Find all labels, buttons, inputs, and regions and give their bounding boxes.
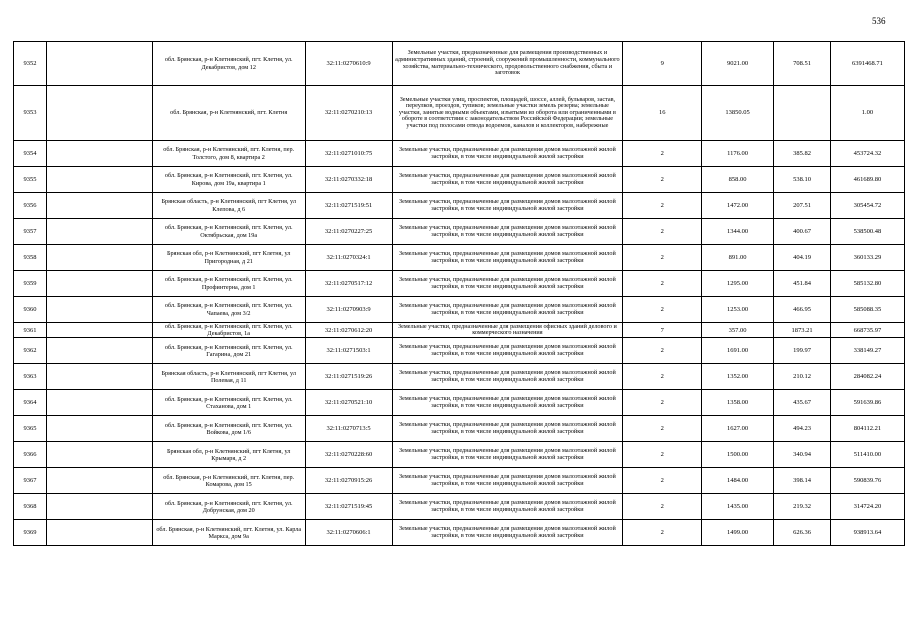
land-use-cell: Земельные участки, предназначенные для размещения офисных зданий делового и коммерческого назначения <box>392 323 623 338</box>
group-cell: 2 <box>623 494 702 520</box>
table-row <box>14 520 905 546</box>
row-number: 9357 <box>14 219 47 245</box>
rate-cell: 400.67 <box>774 219 831 245</box>
area-cell: 1472.00 <box>702 193 774 219</box>
cadastral-value-cell: 938913.64 <box>830 520 904 546</box>
cadastral-number-cell: 32:11:0270610:9 <box>305 42 392 86</box>
table-row <box>14 141 905 167</box>
group-cell: 9 <box>623 42 702 86</box>
address-cell: обл. Брянская, р-н Клетнянский, пгт. Клетня, ул. Карла Маркса, дом 9а <box>152 520 305 546</box>
cadastral-number-cell: 32:11:0270324:1 <box>305 245 392 271</box>
address-cell: обл. Брянская, р-н Клетнянский, пгт. Клетня, ул. Гагарина, дом 21 <box>152 338 305 364</box>
address-cell: обл. Брянская, р-н Клетнянский, пгт. Клетня, ул. Войкова, дом 1/6 <box>152 416 305 442</box>
row-number: 9368 <box>14 494 47 520</box>
area-cell: 9021.00 <box>702 42 774 86</box>
land-use-cell: Земельные участки, предназначенные для размещения домов малоэтажной жилой застройки, в том числе индивидуальной жилой застройки <box>392 338 623 364</box>
rate-cell: 340.94 <box>774 442 831 468</box>
area-cell: 1253.00 <box>702 297 774 323</box>
address-cell: обл. Брянская, р-н Клетнянский, пгт. Клетня, ул. Профинтерна, дом 1 <box>152 271 305 297</box>
area-cell: 891.00 <box>702 245 774 271</box>
row-number: 9353 <box>14 86 47 141</box>
address-cell: обл. Брянская, р-н Клетнянский, пгт. Клетня, ул. Декабристов, дом 12 <box>152 42 305 86</box>
cadastral-value-cell: 511410.00 <box>830 442 904 468</box>
rate-cell: 626.36 <box>774 520 831 546</box>
cadastral-value-cell: 461689.80 <box>830 167 904 193</box>
rate-cell: 1873.21 <box>774 323 831 338</box>
group-cell: 2 <box>623 338 702 364</box>
land-use-cell: Земельные участки, предназначенные для размещения домов малоэтажной жилой застройки, в том числе индивидуальной жилой застройки <box>392 390 623 416</box>
rate-cell: 435.67 <box>774 390 831 416</box>
address-cell: Брянская обл, р-н Клетнянский, пгт Клетня, ул Крымаря, д 2 <box>152 442 305 468</box>
address-cell: Брянская область, р-н Клетнянский, пгт Клетня, ул Полевая, д 11 <box>152 364 305 390</box>
group-cell: 2 <box>623 193 702 219</box>
rate-cell: 219.32 <box>774 494 831 520</box>
group-cell: 2 <box>623 167 702 193</box>
cadastral-number-cell: 32:11:0270915:26 <box>305 468 392 494</box>
row-number: 9367 <box>14 468 47 494</box>
spacer-cell <box>46 442 152 468</box>
address-cell: обл. Брянская, р-н Клетнянский, пгт. Клетня, ул. Декабристов, 1а <box>152 323 305 338</box>
cadastral-number-cell: 32:11:0270210:13 <box>305 86 392 141</box>
land-use-cell: Земельные участки, предназначенные для размещения домов малоэтажной жилой застройки, в том числе индивидуальной жилой застройки <box>392 364 623 390</box>
table-row <box>14 297 905 323</box>
group-cell: 2 <box>623 219 702 245</box>
land-use-cell: Земельные участки, предназначенные для размещения домов малоэтажной жилой застройки, в том числе индивидуальной жилой застройки <box>392 494 623 520</box>
rate-cell: 538.10 <box>774 167 831 193</box>
spacer-cell <box>46 245 152 271</box>
address-cell: обл. Брянская, р-н Клетнянский, пгт. Клетня, пер. Толстого, дом 8, квартира 2 <box>152 141 305 167</box>
land-use-cell: Земельные участки, предназначенные для размещения домов малоэтажной жилой застройки, в том числе индивидуальной жилой застройки <box>392 245 623 271</box>
table-row <box>14 364 905 390</box>
group-cell: 2 <box>623 520 702 546</box>
spacer-cell <box>46 416 152 442</box>
table-row <box>14 494 905 520</box>
address-cell: обл. Брянская, р-н Клетнянский, пгт. Клетня, ул. Кирова, дом 19а, квартира 1 <box>152 167 305 193</box>
cadastral-value-cell: 804112.21 <box>830 416 904 442</box>
group-cell: 2 <box>623 271 702 297</box>
spacer-cell <box>46 494 152 520</box>
land-use-cell: Земельные участки, предназначенные для размещения домов малоэтажной жилой застройки, в том числе индивидуальной жилой застройки <box>392 416 623 442</box>
cadastral-value-cell: 585132.80 <box>830 271 904 297</box>
cadastral-number-cell: 32:11:0271010:75 <box>305 141 392 167</box>
land-use-cell: Земельные участки, предназначенные для размещения производственных и административных зданий, строений, сооружений промышленности, коммунального хозяйства, материально-технического, продовольственного снабжения, сбыта и заготовок <box>392 42 623 86</box>
page-number: 536 <box>872 16 886 26</box>
row-number: 9363 <box>14 364 47 390</box>
row-number: 9352 <box>14 42 47 86</box>
group-cell: 7 <box>623 323 702 338</box>
table-row <box>14 271 905 297</box>
cadastral-value-cell: 538500.48 <box>830 219 904 245</box>
spacer-cell <box>46 86 152 141</box>
land-use-cell: Земельные участки, предназначенные для размещения домов малоэтажной жилой застройки, в том числе индивидуальной жилой застройки <box>392 167 623 193</box>
rate-cell: 207.51 <box>774 193 831 219</box>
address-cell: Брянская область, р-н Клетнянский, пгт Клетня, ул Клепова, д 6 <box>152 193 305 219</box>
cadastral-number-cell: 32:11:0271519:45 <box>305 494 392 520</box>
area-cell: 13850.05 <box>702 86 774 141</box>
row-number: 9364 <box>14 390 47 416</box>
table-row <box>14 338 905 364</box>
cadastral-value-cell: 1.00 <box>830 86 904 141</box>
land-use-cell: Земельные участки, предназначенные для размещения домов малоэтажной жилой застройки, в том числе индивидуальной жилой застройки <box>392 468 623 494</box>
row-number: 9362 <box>14 338 47 364</box>
group-cell: 2 <box>623 468 702 494</box>
cadastral-value-cell: 305454.72 <box>830 193 904 219</box>
table-row <box>14 468 905 494</box>
row-number: 9360 <box>14 297 47 323</box>
area-cell: 1344.00 <box>702 219 774 245</box>
cadastral-number-cell: 32:11:0270612:20 <box>305 323 392 338</box>
land-parcels-table <box>13 41 905 546</box>
row-number: 9359 <box>14 271 47 297</box>
cadastral-value-cell: 338149.27 <box>830 338 904 364</box>
row-number: 9365 <box>14 416 47 442</box>
cadastral-value-cell: 591639.86 <box>830 390 904 416</box>
area-cell: 1691.00 <box>702 338 774 364</box>
cadastral-number-cell: 32:11:0271519:51 <box>305 193 392 219</box>
land-use-cell: Земельные участки, предназначенные для размещения домов малоэтажной жилой застройки, в том числе индивидуальной жилой застройки <box>392 219 623 245</box>
cadastral-value-cell: 668735.97 <box>830 323 904 338</box>
table-row <box>14 323 905 338</box>
row-number: 9355 <box>14 167 47 193</box>
rate-cell <box>774 86 831 141</box>
rate-cell: 385.82 <box>774 141 831 167</box>
rate-cell: 210.12 <box>774 364 831 390</box>
row-number: 9361 <box>14 323 47 338</box>
table-row <box>14 86 905 141</box>
rate-cell: 708.51 <box>774 42 831 86</box>
address-cell: обл. Брянская, р-н Клетнянский, пгт. Клетня, ул. Чапаева, дом 3/2 <box>152 297 305 323</box>
cadastral-number-cell: 32:11:0271519:26 <box>305 364 392 390</box>
group-cell: 2 <box>623 245 702 271</box>
row-number: 9369 <box>14 520 47 546</box>
group-cell: 2 <box>623 442 702 468</box>
table-row <box>14 219 905 245</box>
rate-cell: 404.19 <box>774 245 831 271</box>
cadastral-value-cell: 360133.29 <box>830 245 904 271</box>
spacer-cell <box>46 167 152 193</box>
address-cell: обл. Брянская, р-н Клетнянский, пгт. Клетня <box>152 86 305 141</box>
area-cell: 1352.00 <box>702 364 774 390</box>
row-number: 9354 <box>14 141 47 167</box>
rate-cell: 494.23 <box>774 416 831 442</box>
rate-cell: 451.84 <box>774 271 831 297</box>
land-use-cell: Земельные участки, предназначенные для размещения домов малоэтажной жилой застройки, в том числе индивидуальной жилой застройки <box>392 297 623 323</box>
address-cell: обл. Брянская, р-н Клетнянский, пгт. Клетня, ул. Стаханова, дом 1 <box>152 390 305 416</box>
area-cell: 1499.00 <box>702 520 774 546</box>
area-cell: 357.00 <box>702 323 774 338</box>
land-use-cell: Земельные участки улиц, проспектов, площадей, шоссе, аллей, бульваров, застав, переулков, проездов, тупиков; земельные участки земель резерва; земельные участки, занятые водными объектами, изъятыми из оборота или ограниченными в обороте в соответствии с законодательством Российской Федерации; земельные участки под полосами отвода водоемов, каналов и коллекторов, набережные <box>392 86 623 141</box>
spacer-cell <box>46 141 152 167</box>
group-cell: 2 <box>623 390 702 416</box>
area-cell: 1435.00 <box>702 494 774 520</box>
rate-cell: 199.97 <box>774 338 831 364</box>
spacer-cell <box>46 338 152 364</box>
area-cell: 1627.00 <box>702 416 774 442</box>
table-row <box>14 167 905 193</box>
cadastral-value-cell: 6391468.71 <box>830 42 904 86</box>
row-number: 9356 <box>14 193 47 219</box>
spacer-cell <box>46 468 152 494</box>
land-use-cell: Земельные участки, предназначенные для размещения домов малоэтажной жилой застройки, в том числе индивидуальной жилой застройки <box>392 193 623 219</box>
cadastral-number-cell: 32:11:0271503:1 <box>305 338 392 364</box>
cadastral-number-cell: 32:11:0270332:18 <box>305 167 392 193</box>
spacer-cell <box>46 520 152 546</box>
group-cell: 2 <box>623 416 702 442</box>
spacer-cell <box>46 390 152 416</box>
row-number: 9366 <box>14 442 47 468</box>
rate-cell: 398.14 <box>774 468 831 494</box>
cadastral-number-cell: 32:11:0270521:10 <box>305 390 392 416</box>
address-cell: обл. Брянская, р-н Клетнянский, пгт. Клетня, ул. Октябрьская, дом 19а <box>152 219 305 245</box>
group-cell: 2 <box>623 364 702 390</box>
spacer-cell <box>46 271 152 297</box>
group-cell: 16 <box>623 86 702 141</box>
spacer-cell <box>46 193 152 219</box>
area-cell: 1295.00 <box>702 271 774 297</box>
cadastral-value-cell: 314724.20 <box>830 494 904 520</box>
cadastral-number-cell: 32:11:0270227:25 <box>305 219 392 245</box>
row-number: 9358 <box>14 245 47 271</box>
cadastral-number-cell: 32:11:0270228:60 <box>305 442 392 468</box>
cadastral-value-cell: 590839.76 <box>830 468 904 494</box>
cadastral-number-cell: 32:11:0270903:9 <box>305 297 392 323</box>
table-row <box>14 416 905 442</box>
table-row <box>14 442 905 468</box>
table-row <box>14 193 905 219</box>
area-cell: 1358.00 <box>702 390 774 416</box>
spacer-cell <box>46 364 152 390</box>
area-cell: 1176.00 <box>702 141 774 167</box>
spacer-cell <box>46 297 152 323</box>
cadastral-number-cell: 32:11:0270713:5 <box>305 416 392 442</box>
land-use-cell: Земельные участки, предназначенные для размещения домов малоэтажной жилой застройки, в том числе индивидуальной жилой застройки <box>392 271 623 297</box>
cadastral-number-cell: 32:11:0270517:12 <box>305 271 392 297</box>
table-row <box>14 245 905 271</box>
address-cell: обл. Брянская, р-н Клетнянский, пгт. Клетня, пер. Комарова, дом 15 <box>152 468 305 494</box>
area-cell: 1484.00 <box>702 468 774 494</box>
spacer-cell <box>46 42 152 86</box>
table-row <box>14 390 905 416</box>
area-cell: 858.00 <box>702 167 774 193</box>
cadastral-value-cell: 453724.32 <box>830 141 904 167</box>
land-use-cell: Земельные участки, предназначенные для размещения домов малоэтажной жилой застройки, в том числе индивидуальной жилой застройки <box>392 520 623 546</box>
cadastral-number-cell: 32:11:0270606:1 <box>305 520 392 546</box>
address-cell: обл. Брянская, р-н Клетнянский, пгт. Клетня, ул. Добрунская, дом 20 <box>152 494 305 520</box>
land-use-cell: Земельные участки, предназначенные для размещения домов малоэтажной жилой застройки, в том числе индивидуальной жилой застройки <box>392 141 623 167</box>
cadastral-value-cell: 585088.35 <box>830 297 904 323</box>
cadastral-value-cell: 284082.24 <box>830 364 904 390</box>
table-row <box>14 42 905 86</box>
address-cell: Брянская обл, р-н Клетнянский, пгт Клетня, ул Пригородная, д 21 <box>152 245 305 271</box>
table-body <box>14 42 905 546</box>
land-use-cell: Земельные участки, предназначенные для размещения домов малоэтажной жилой застройки, в том числе индивидуальной жилой застройки <box>392 442 623 468</box>
area-cell: 1500.00 <box>702 442 774 468</box>
rate-cell: 466.95 <box>774 297 831 323</box>
spacer-cell <box>46 219 152 245</box>
group-cell: 2 <box>623 297 702 323</box>
spacer-cell <box>46 323 152 338</box>
group-cell: 2 <box>623 141 702 167</box>
